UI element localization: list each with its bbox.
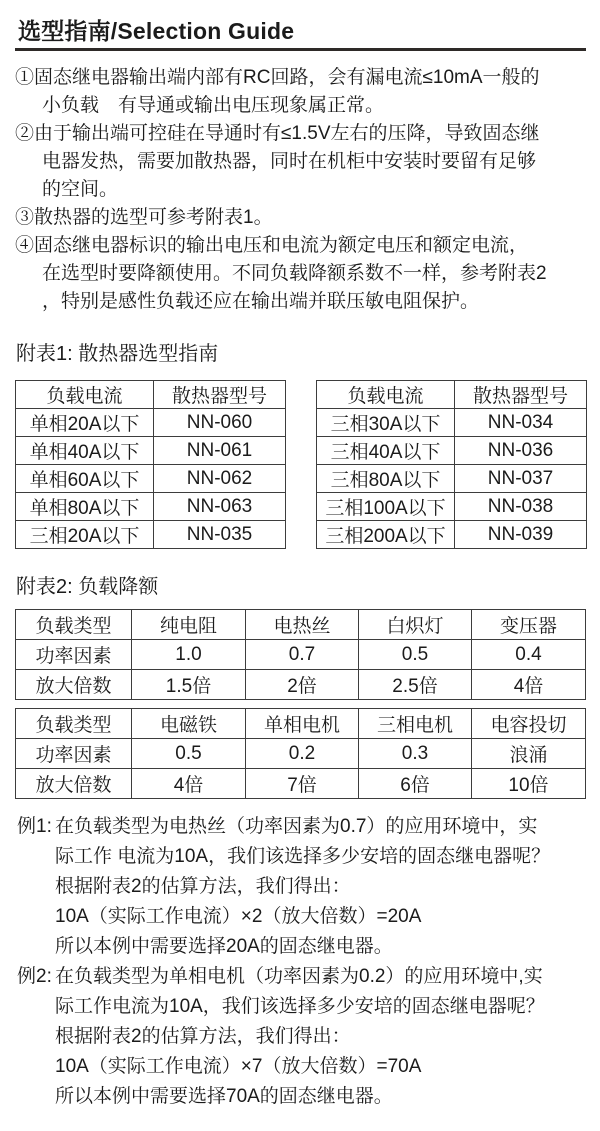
load-current-cell: 单相60A以下 [16,465,154,493]
example-line: 根据附表2的估算方法，我们得出： [55,876,351,897]
heatsink-model-cell: NN-034 [455,409,587,437]
load-current-cell: 单相40A以下 [16,437,154,465]
row-label-cell: 放大倍数 [16,670,132,700]
power-factor-cell: 浪涌 [472,739,586,769]
example-line: 际工作电流为10A，我们该选择多少安培的固态继电器呢？ [55,996,545,1017]
load-type-cell: 电磁铁 [132,709,246,739]
note-item-2 [15,120,586,204]
table2-caption: 附表2: 负载降额 [16,576,159,598]
example-line: 所以本例中需要选择20A的固态继电器。 [55,936,393,957]
example-line: 10A（实际工作电流）×7（放大倍数）=70A [55,1056,422,1077]
load-type-cell: 纯电阻 [132,610,246,640]
heatsink-model-cell: NN-038 [455,493,587,521]
table1-caption: 附表1: 散热器选型指南 [16,343,219,365]
load-current-cell: 单相80A以下 [16,493,154,521]
example-marker: 例2: [17,966,52,987]
power-factor-cell: 0.7 [246,640,359,670]
load-current-cell: 三相200A以下 [317,521,455,549]
note-item-3 [15,204,586,232]
heatsink-model-cell: NN-061 [154,437,286,465]
load-type-cell: 变压器 [472,610,586,640]
heatsink-model-cell: NN-063 [154,493,286,521]
note-line: ②由于输出端可控硅在导通时有≤1.5V左右的压降，导致固态继 [15,123,540,144]
load-current-cell: 三相20A以下 [16,521,154,549]
examples-section [15,812,586,1112]
table-row [16,610,586,640]
table-row [16,521,286,549]
table-row [317,465,587,493]
table-row [16,437,286,465]
example-body [55,812,586,962]
table-row [317,409,587,437]
example-line: 在负载类型为单相电机（功率因素为0.2）的应用环境中,实 [55,966,543,987]
table-row [16,769,586,799]
load-type-cell: 白炽灯 [359,610,472,640]
multiplier-cell: 4倍 [132,769,246,799]
notes-section [15,64,586,316]
multiplier-cell: 10倍 [472,769,586,799]
note-item-4 [15,232,586,316]
example-item-1 [15,812,586,962]
table-row [16,465,286,493]
load-current-cell: 三相80A以下 [317,465,455,493]
multiplier-cell: 4倍 [472,670,586,700]
note-line: ④固态继电器标识的输出电压和电流为额定电压和额定电流， [15,235,529,256]
heatsink-model-cell: NN-062 [154,465,286,493]
load-current-cell: 三相40A以下 [317,437,455,465]
multiplier-cell: 1.5倍 [132,670,246,700]
table-header-row [317,381,587,409]
note-line: 小负载 有导通或输出电压现象属正常。 [42,95,385,116]
column-header: 负载电流 [317,381,455,409]
load-current-cell: 单相20A以下 [16,409,154,437]
page-title: 选型指南/Selection Guide [18,18,295,44]
load-current-cell: 三相100A以下 [317,493,455,521]
multiplier-cell: 6倍 [359,769,472,799]
row-label-cell: 负载类型 [16,610,132,640]
table-row [16,640,586,670]
row-label-cell: 功率因素 [16,640,132,670]
table-row [16,493,286,521]
table-row [317,521,587,549]
power-factor-cell: 0.5 [359,640,472,670]
derating-table-upper [15,609,586,700]
table-row [317,493,587,521]
note-line: 电器发热，需要加散热器，同时在机柜中安装时要留有足够 [42,151,537,172]
load-type-cell: 电热丝 [246,610,359,640]
note-line: 在选型时要降额使用。不同负载降额系数不一样，参考附表2 [42,263,547,284]
heatsink-table-right [316,380,587,549]
title-divider [15,48,586,51]
note-line: ③散热器的选型可参考附表1。 [15,207,273,228]
example-line: 际工作 电流为10A，我们该选择多少安培的固态继电器呢？ [55,846,551,867]
column-header: 散热器型号 [154,381,286,409]
table-row [16,709,586,739]
note-line: 的空间。 [42,179,119,200]
table-row [16,739,586,769]
heatsink-model-cell: NN-060 [154,409,286,437]
power-factor-cell: 0.2 [246,739,359,769]
table-row [317,437,587,465]
row-label-cell: 放大倍数 [16,769,132,799]
load-current-cell: 三相30A以下 [317,409,455,437]
example-marker: 例1: [17,816,52,837]
example-line: 根据附表2的估算方法，我们得出： [55,1026,351,1047]
load-type-cell: 单相电机 [246,709,359,739]
example-body [55,962,586,1112]
power-factor-cell: 0.4 [472,640,586,670]
heatsink-model-cell: NN-039 [455,521,587,549]
multiplier-cell: 2.5倍 [359,670,472,700]
power-factor-cell: 1.0 [132,640,246,670]
example-item-2 [15,962,586,1112]
example-line: 10A（实际工作电流）×2（放大倍数）=20A [55,906,422,927]
example-line: 在负载类型为电热丝（功率因素为0.7）的应用环境中，实 [55,816,538,837]
column-header: 负载电流 [16,381,154,409]
note-item-1 [15,64,586,120]
example-line: 所以本例中需要选择70A的固态继电器。 [55,1086,393,1107]
heatsink-table-left [15,380,286,549]
heatsink-model-cell: NN-036 [455,437,587,465]
row-label-cell: 负载类型 [16,709,132,739]
note-line: ，特别是感性负载还应在输出端并联压敏电阻保护。 [42,291,480,312]
heatsink-model-cell: NN-035 [154,521,286,549]
derating-table-lower [15,708,586,799]
note-line: ①固态继电器输出端内部有RC回路，会有漏电流≤10mA一般的 [15,67,540,88]
table-row [16,409,286,437]
table-row [16,670,586,700]
multiplier-cell: 2倍 [246,670,359,700]
multiplier-cell: 7倍 [246,769,359,799]
load-type-cell: 电容投切 [472,709,586,739]
power-factor-cell: 0.5 [132,739,246,769]
table-header-row [16,381,286,409]
power-factor-cell: 0.3 [359,739,472,769]
row-label-cell: 功率因素 [16,739,132,769]
load-type-cell: 三相电机 [359,709,472,739]
column-header: 散热器型号 [455,381,587,409]
heatsink-model-cell: NN-037 [455,465,587,493]
heatsink-tables [15,380,586,549]
